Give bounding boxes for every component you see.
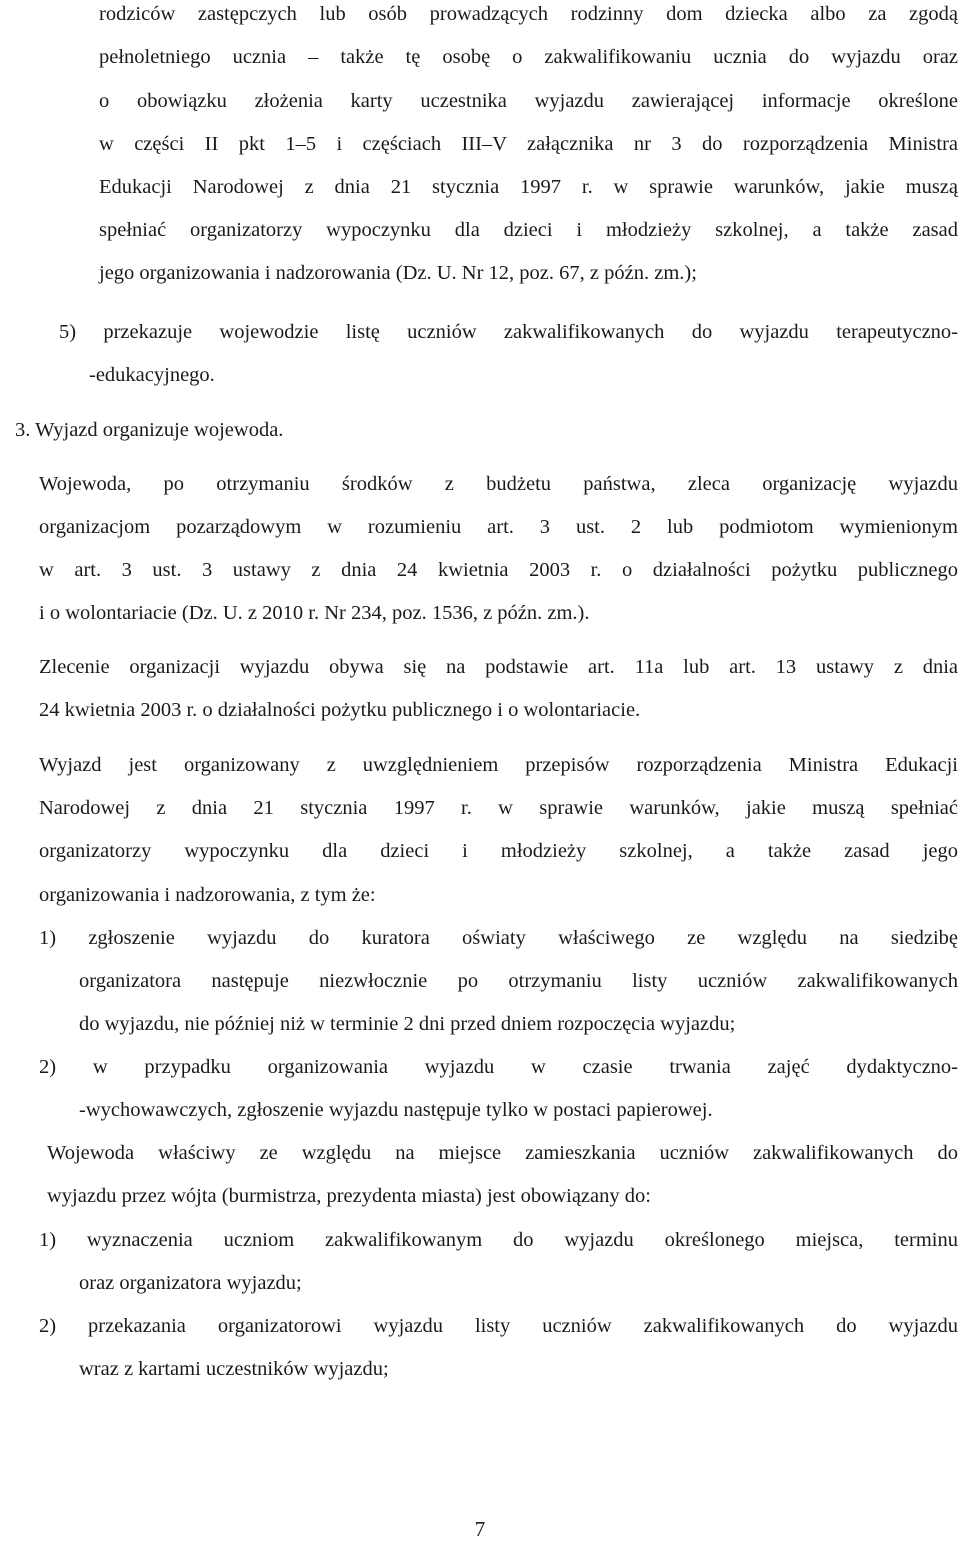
- list-item-2: 2) przekazania organizatorowi wyjazdu listy uczniów zakwalifikowanych do wyjazdu: [39, 1315, 958, 1337]
- text-line: Narodowej z dnia 21 stycznia 1997 r. w sprawie warunków, jakie muszą spełniać: [39, 797, 958, 819]
- text-line: -wychowawczych, zgłoszenie wyjazdu następuje tylko w postaci papierowej.: [79, 1099, 713, 1121]
- text-line: organizatora następuje niezwłocznie po otrzymaniu listy uczniów zakwalifikowanych: [79, 970, 958, 992]
- text-line: do wyjazdu, nie później niż w terminie 2 dni przed dniem rozpoczęcia wyjazdu;: [79, 1013, 736, 1035]
- text-line: rodziców zastępczych lub osób prowadzących rodzinny dom dziecka albo za zgodą: [99, 3, 958, 25]
- list-item-1: 1) zgłoszenie wyjazdu do kuratora oświaty właściwego ze względu na siedzibę: [39, 927, 958, 949]
- section-heading-3: 3. Wyjazd organizuje wojewoda.: [15, 419, 284, 441]
- text-line: w części II pkt 1–5 i częściach III–V załącznika nr 3 do rozporządzenia Ministra: [99, 133, 958, 155]
- text-line: 24 kwietnia 2003 r. o działalności pożytku publicznego i o wolontariacie.: [39, 699, 641, 721]
- text-line: oraz organizatora wyjazdu;: [79, 1272, 302, 1294]
- page-number: 7: [474, 1517, 486, 1541]
- text-line: -edukacyjnego.: [89, 364, 215, 386]
- text-line: wyjazdu przez wójta (burmistrza, prezydenta miasta) jest obowiązany do:: [47, 1185, 651, 1207]
- text-line: pełnoletniego ucznia – także tę osobę o zakwalifikowaniu ucznia do wyjazdu oraz: [99, 46, 958, 68]
- text-line: organizatorzy wypoczynku dla dzieci i młodzieży szkolnej, a także zasad jego: [39, 840, 958, 862]
- text-line: jego organizowania i nadzorowania (Dz. U. Nr 12, poz. 67, z późn. zm.);: [99, 262, 697, 284]
- text-line: organizowania i nadzorowania, z tym że:: [39, 884, 376, 906]
- list-item-1: 1) wyznaczenia uczniom zakwalifikowanym do wyjazdu określonego miejsca, terminu: [39, 1229, 958, 1251]
- list-item-2: 2) w przypadku organizowania wyjazdu w czasie trwania zajęć dydaktyczno-: [39, 1056, 958, 1078]
- text-line: Edukacji Narodowej z dnia 21 stycznia 1997 r. w sprawie warunków, jakie muszą: [99, 176, 958, 198]
- text-line: wraz z kartami uczestników wyjazdu;: [79, 1358, 389, 1380]
- text-line: organizacjom pozarządowym w rozumieniu art. 3 ust. 2 lub podmiotom wymienionym: [39, 516, 958, 538]
- text-line: i o wolontariacie (Dz. U. z 2010 r. Nr 234, poz. 1536, z późn. zm.).: [39, 602, 590, 624]
- text-line: Wojewoda właściwy ze względu na miejsce zamieszkania uczniów zakwalifikowanych do: [47, 1142, 958, 1164]
- text-line: Wojewoda, po otrzymaniu środków z budżetu państwa, zleca organizację wyjazdu: [39, 473, 958, 495]
- text-line: o obowiązku złożenia karty uczestnika wyjazdu zawierającej informacje określone: [99, 90, 958, 112]
- text-line: Zlecenie organizacji wyjazdu obywa się na podstawie art. 11a lub art. 13 ustawy z dnia: [39, 656, 958, 678]
- text-line: Wyjazd jest organizowany z uwzględnieniem przepisów rozporządzenia Ministra Edukacji: [39, 754, 958, 776]
- text-line: w art. 3 ust. 3 ustawy z dnia 24 kwietnia 2003 r. o działalności pożytku publicznego: [39, 559, 958, 581]
- list-item-5: 5) przekazuje wojewodzie listę uczniów zakwalifikowanych do wyjazdu terapeutyczno-: [59, 321, 958, 343]
- text-line: spełniać organizatorzy wypoczynku dla dzieci i młodzieży szkolnej, a także zasad: [99, 219, 958, 241]
